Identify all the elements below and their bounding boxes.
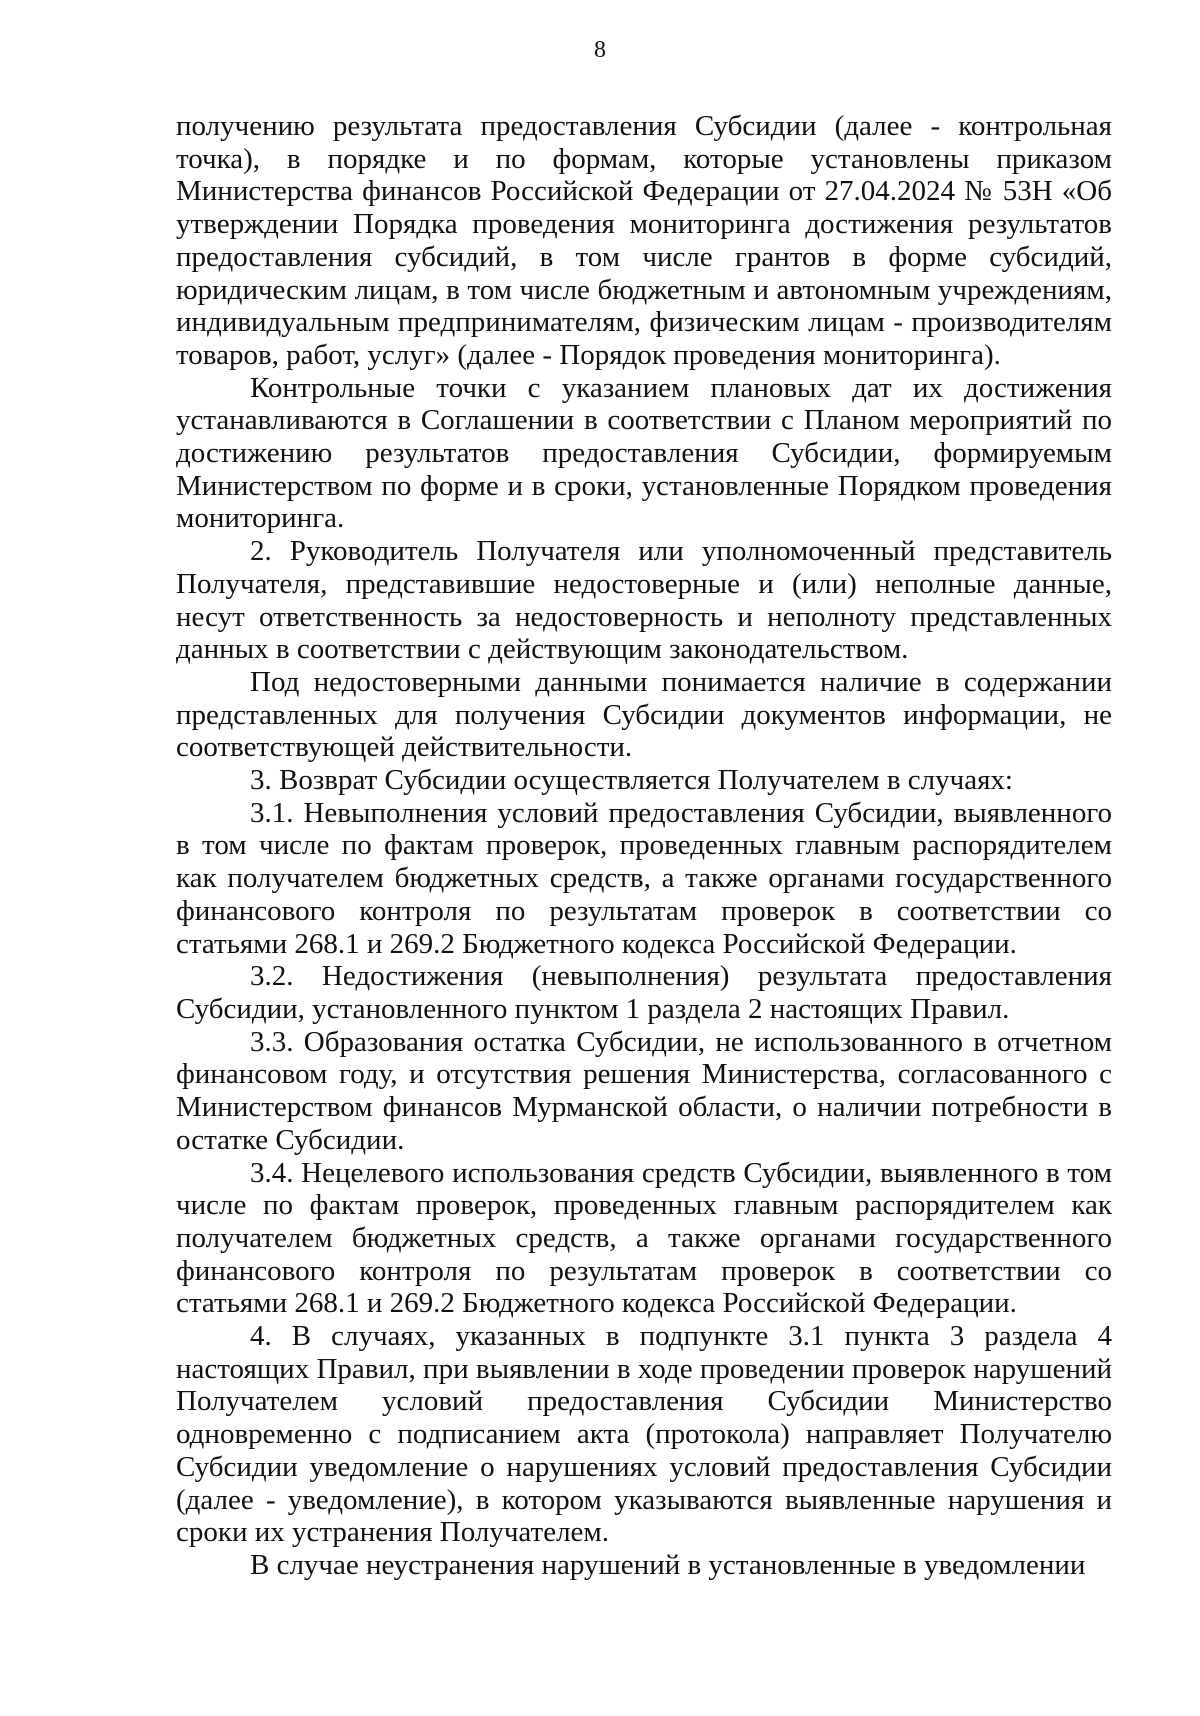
paragraph-item-3-3: 3.3. Образования остатка Субсидии, не использованного в отчетном финансовом году, и отсутствия решения Министерства, согласованного с Министерством финансов Мурманской области, о наличии потребности в остатке Субсидии. [176,1025,1112,1156]
paragraph-item-4: 4. В случаях, указанных в подпункте 3.1 пункта 3 раздела 4 настоящих Правил, при выявлении в ходе проведении проверок нарушений Получателем условий предоставления Субсидии Министерство одновременно с подписанием акта (протокола) направляет Получателю Субсидии уведомление о нарушениях условий предоставления Субсидии (далее - уведомление), в котором указываются выявленные нарушения и сроки их устранения Получателем. [176,1320,1112,1549]
paragraph-item-3-1: 3.1. Невыполнения условий предоставления Субсидии, выявленного в том числе по фактам проверок, проведенных главным распорядителем как получателем бюджетных средств, а также органами государственного финансового контроля по результатам проверок в соответствии со статьями 268.1 и 269.2 Бюджетного кодекса Российской Федерации. [176,796,1112,960]
paragraph-continuation: получению результата предоставления Субсидии (далее - контрольная точка), в порядке и по формам, которые установлены приказом Министерства финансов Российской Федерации от 27.04.2024 № 53Н «Об утверждении Порядка проведения мониторинга достижения результатов предоставления субсидий, в том числе грантов в форме субсидий, юридическим лицам, в том числе бюджетным и автономным учреждениям, индивидуальным предпринимателям, физическим лицам - производителям товаров, работ, услуг» (далее - Порядок проведения мониторинга). [176,110,1112,371]
paragraph-unreliable-data: Под недостоверными данными понимается наличие в содержании представленных для получения Субсидии документов информации, не соответствующей действительности. [176,665,1112,764]
document-body [176,110,1112,1582]
paragraph-item-3: 3. Возврат Субсидии осуществляется Получателем в случаях: [250,764,1013,797]
paragraph-item-3-4: 3.4. Нецелевого использования средств Субсидии, выявленного в том числе по фактам проверок, проведенных главным распорядителем как получателем бюджетных средств, а также органами государственного финансового контроля по результатам проверок в соответствии со статьями 268.1 и 269.2 Бюджетного кодекса Российской Федерации. [176,1156,1112,1320]
paragraph-control-points: Контрольные точки с указанием плановых дат их достижения устанавливаются в Соглашении в соответствии с Планом мероприятий по достижению результатов предоставления Субсидии, формируемым Министерством по форме и в сроки, установленные Порядком проведения мониторинга. [176,371,1112,535]
paragraph-item-3-2: 3.2. Недостижения (невыполнения) результата предоставления Субсидии, установленного пунктом 1 раздела 2 настоящих Правил. [176,960,1112,1025]
page-number: 8 [594,37,606,63]
paragraph-non-elimination: В случае неустранения нарушений в установленные в уведомлении [250,1548,1086,1581]
paragraph-item-2: 2. Руководитель Получателя или уполномоченный представитель Получателя, представившие недостоверные и (или) неполные данные, несут ответственность за недостоверность и неполноту представленных данных в соответствии с действующим законодательством. [176,535,1112,666]
